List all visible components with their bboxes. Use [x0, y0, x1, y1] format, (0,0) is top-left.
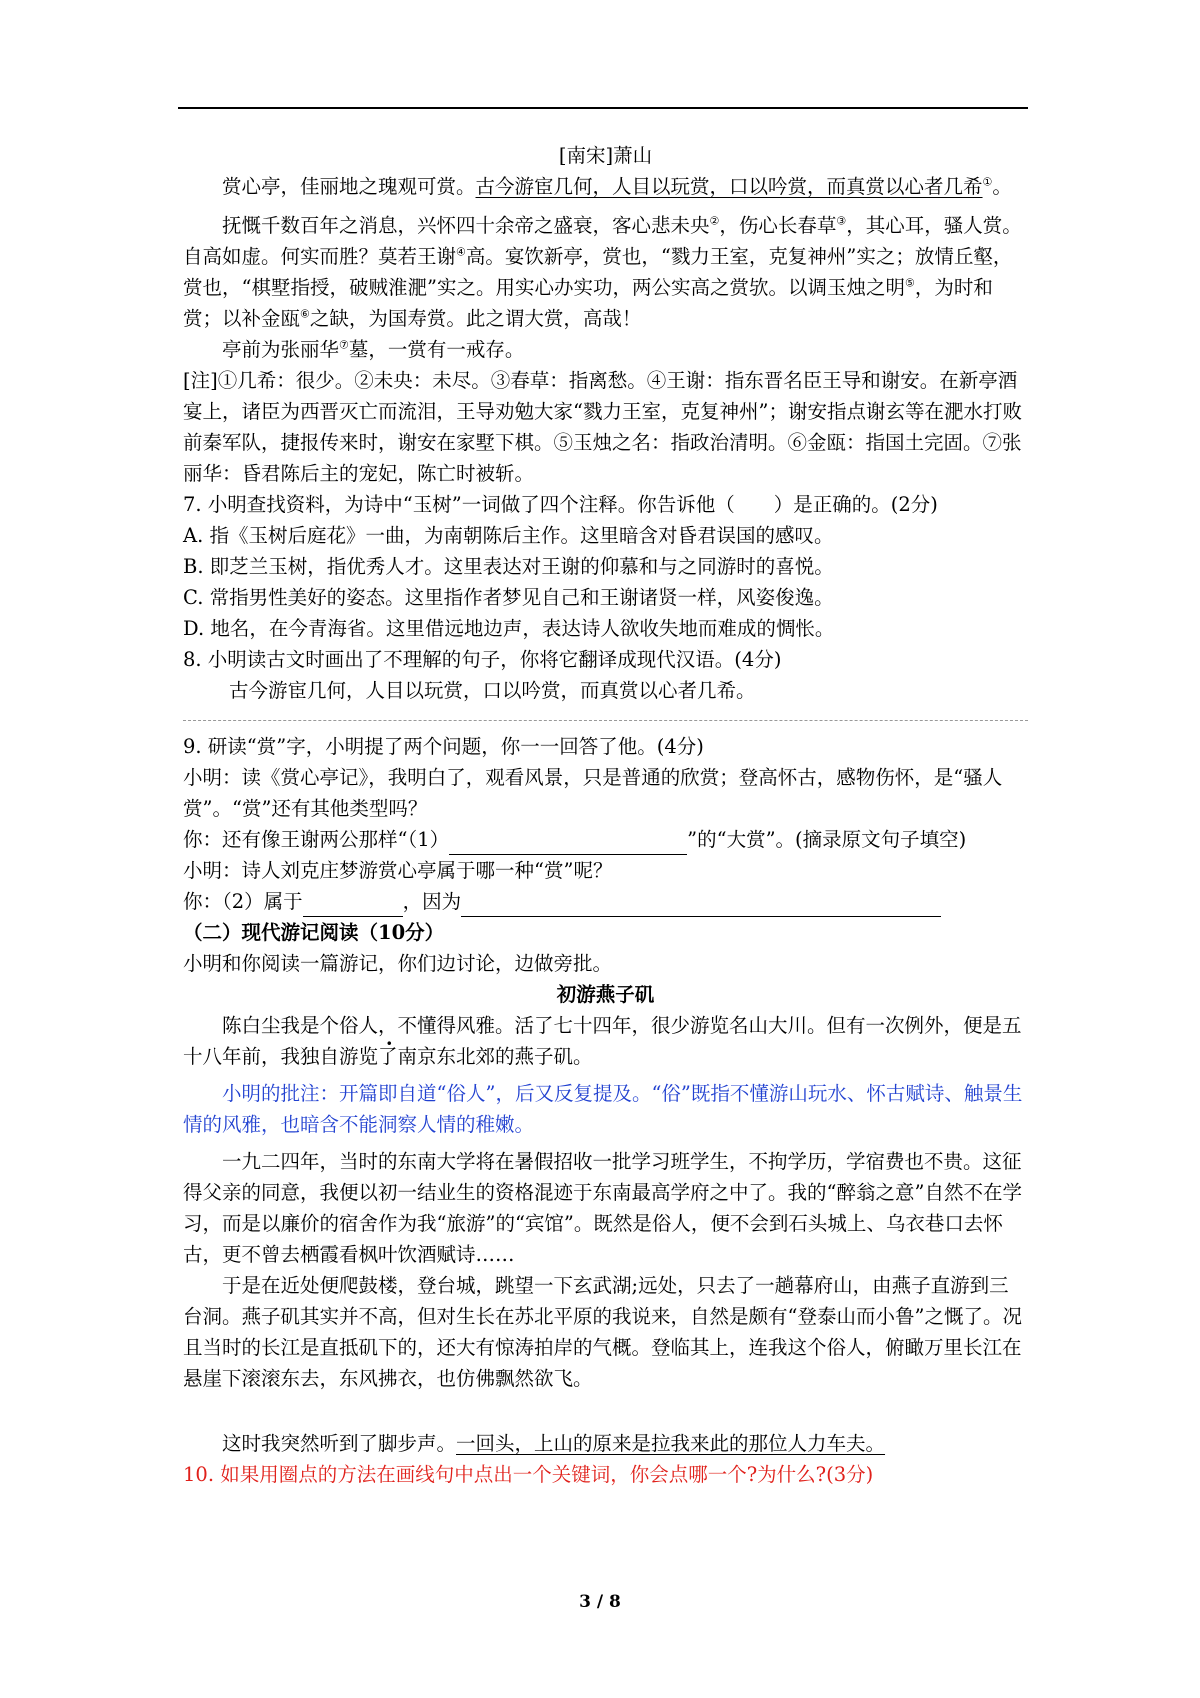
poem-paragraph-2: 抚慨千数百年之消息，兴怀四十余帝之盛衰，客心悲未央②，伤心长春草③，其心耳，骚人赏。自高如虚。何实而胜？莫若王谢④高。宴饮新亭，赏也，“戮力王室，克复神州”实之；放情丘壑，赏也，“棋墅指授，破贼淮淝”实之。用实心办实功，两公实高之赏欤。以调玉烛之明⑤，为时和赏；以补金瓯⑥之缺，为国寿赏。此之谓大赏，高哉！ — [183, 214, 1022, 330]
question-7-option-b: B. 即芝兰玉树，指优秀人才。这里表达对王谢的仰慕和与之同游时的喜悦。 — [183, 555, 834, 578]
underlined-sentence: 古今游宦几何，人目以玩赏，口以吟赏，而真赏以心者几希 — [475, 175, 983, 198]
question-8-stem: 8. 小明读古文时画出了不理解的句子，你将它翻译成现代汉语。(4分) — [183, 648, 782, 671]
poem-paragraph-1: 赏心亭，佳丽地之瑰观可赏。古今游宦几何，人目以玩赏，口以吟赏，而真赏以心者几希①。 — [222, 175, 1012, 198]
answer-blank-3[interactable] — [461, 894, 941, 917]
footnote-marker: ③ — [836, 214, 847, 228]
question-8-sentence: 古今游宦几何，人目以玩赏，口以吟赏，而真赏以心者几希。 — [229, 679, 756, 702]
article-title: 初游燕子矶 — [556, 983, 655, 1006]
poem-notes: [注]①几希：很少。②未央：未尽。③春草：指离愁。④王谢：指东晋名臣王导和谢安。在新亭酒宴上，诸臣为西晋灭亡而流泪，王导劝勉大家“戮力王室，克复神州”；谢安指点谢玄等在淝水打败前秦军队，捷报传来时，谢安在家墅下棋。⑤玉烛之名：指政治清明。⑥金瓯：指国土完固。⑦张丽华：昏君陈后主的宠妃，陈亡时被斩。 — [183, 369, 1022, 485]
emphasis-dot-char: 俗 · — [339, 1014, 359, 1037]
answer-blank-2[interactable] — [303, 894, 403, 917]
footnote-marker: ④ — [456, 245, 466, 259]
dialogue-you-1: 你：还有像王谢两公那样“（1） ”的“大赏”。(摘录原文句子填空) — [183, 824, 1028, 855]
article-paragraph-4: 这时我突然听到了脚步声。一回头，上山的原来是拉我来此的那位人力车夫。 — [222, 1432, 886, 1455]
document-page — [183, 140, 1028, 1490]
footnote-marker: ⑦ — [339, 338, 349, 352]
footnote-marker: ① — [982, 175, 993, 189]
article-paragraph-2: 一九二四年，当时的东南大学将在暑假招收一批学习班学生，不拘学历，学宿费也不贵。这征得父亲的同意，我便以初一结业生的资格混迹于东南最高学府之中了。我的“醉翁之意”自然不在学习，而是以廉价的宿舍作为我“旅游”的“宾馆”。既然是俗人，便不会到石头城上、乌衣巷口去怀古，更不曾去栖霞看枫叶饮酒赋诗…… — [183, 1150, 1022, 1266]
underlined-sentence: 一回头，上山的原来是拉我来此的那位人力车夫。 — [456, 1432, 886, 1455]
page-number: 3 / 8 — [579, 1592, 621, 1612]
footnote-marker: ② — [709, 214, 720, 228]
question-9-stem: 9. 研读“赏”字，小明提了两个问题，你一一回答了他。(4分) — [183, 735, 704, 758]
article-paragraph-1: 陈白尘我是个俗 ·人，不懂得风雅。活了七十四年，很少游览名山大川。但有一次例外，便是五十八年前，我独自游览了南京东北郊的燕子矶。 — [183, 1010, 1028, 1072]
dialogue-xiaoming-1: 小明：读《赏心亭记》，我明白了，观看风景，只是普通的欣赏；登高怀古，感物伤怀，是“骚人赏”。“赏”还有其他类型吗？ — [183, 766, 1003, 820]
question-7-option-a: A. 指《玉树后庭花》一曲，为南朝陈后主作。这里暗含对昏君误国的感叹。 — [183, 524, 834, 547]
poem-text: 赏心亭，佳丽地之瑰观可赏。 — [222, 175, 476, 198]
question-7-stem: 7. 小明查找资料，为诗中“玉树”一词做了四个注释。你告诉他（ ）是正确的。(2分) — [183, 493, 938, 516]
question-10-stem: 10. 如果用圈点的方法在画线句中点出一个关键词，你会点哪一个?为什么?(3分) — [183, 1463, 874, 1486]
footnote-marker: ⑥ — [300, 307, 310, 321]
section-intro: 小明和你阅读一篇游记，你们边讨论，边做旁批。 — [183, 952, 613, 975]
answer-line[interactable] — [183, 706, 1028, 721]
section-heading: （二）现代游记阅读（10分） — [183, 921, 445, 944]
blank-space — [183, 1394, 1028, 1428]
poem-byline: [南宋]萧山 — [558, 144, 653, 167]
annotation-xiaoming: 小明的批注：开篇即自道“俗人”，后又反复提及。“俗”既指不懂游山玩水、怀古赋诗、触景生情的风雅，也暗含不能洞察人情的稚嫩。 — [183, 1082, 1023, 1136]
dialogue-xiaoming-2: 小明：诗人刘克庄梦游赏心亭属于哪一种“赏”呢？ — [183, 859, 613, 882]
header-rule — [178, 107, 1028, 109]
question-7-option-c: C. 常指男性美好的姿态。这里指作者梦见自己和王谢诸贤一样，风姿俊逸。 — [183, 586, 834, 609]
article-paragraph-3: 于是在近处便爬鼓楼，登台城，跳望一下玄武湖;远处，只去了一趟幕府山，由燕子直游到三台洞。燕子矶其实并不高，但对生长在苏北平原的我说来，自然是颇有“登泰山而小鲁”之慨了。况且当时的长江是直抵矶下的，还大有惊涛拍岸的气概。登临其上，连我这个俗人，俯瞰万里长江在悬崖下滚滚东去，东风拂衣，也仿佛飘然欲飞。 — [183, 1274, 1022, 1390]
poem-paragraph-3: 亭前为张丽华⑦墓，一赏有一戒存。 — [222, 338, 525, 361]
question-7-option-d: D. 地名，在今青海省。这里借远地边声，表达诗人欲收失地而难成的惆怅。 — [183, 617, 835, 640]
dialogue-you-2: 你：（2）属于 ，因为 — [183, 886, 1028, 917]
answer-blank-1[interactable] — [449, 832, 687, 855]
footnote-marker: ⑤ — [904, 276, 915, 290]
